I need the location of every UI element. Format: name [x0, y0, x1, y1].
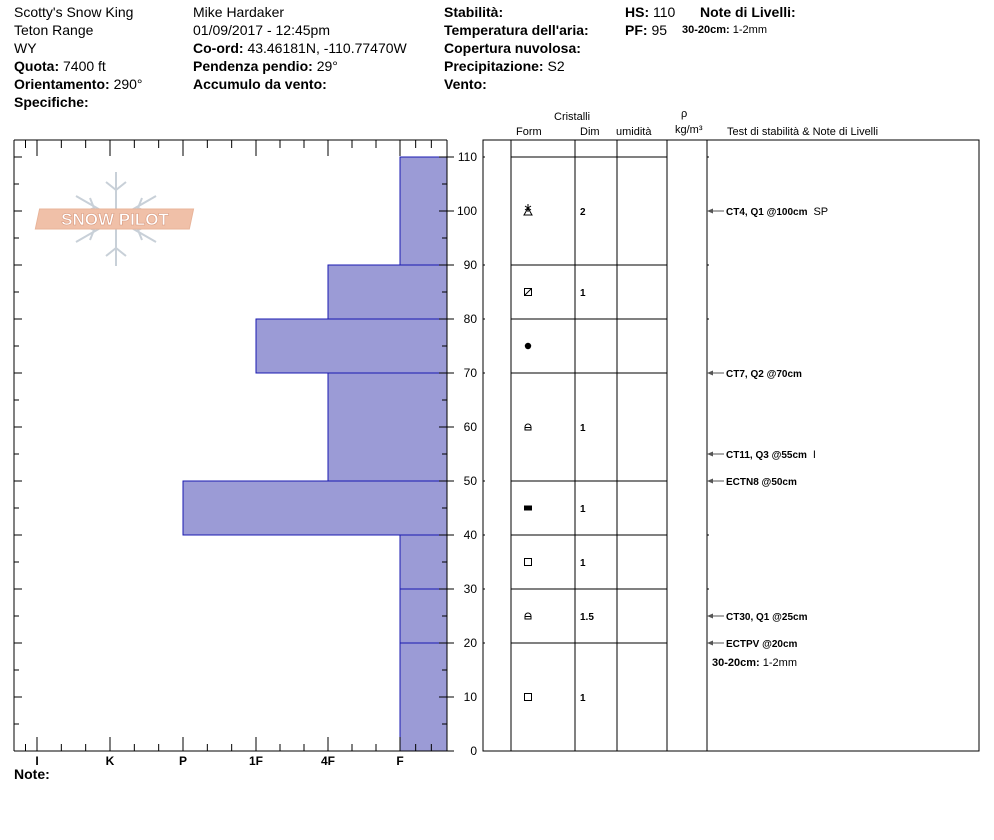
depth-tick-label: 70	[463, 366, 477, 380]
test-arrow-icon	[707, 614, 713, 619]
layer-note-range: 30-20cm:	[682, 24, 730, 36]
location-name: Scotty's Snow King	[14, 4, 134, 20]
hardness-tick-label: P	[178, 754, 188, 768]
depth-tick-label: 30	[463, 582, 477, 596]
ice-formation-icon	[524, 506, 532, 511]
depth-tick-label: 10	[463, 690, 477, 704]
depth-tick-label: 0	[470, 744, 477, 758]
test-arrow-icon	[707, 479, 713, 484]
air-temperature-label: Temperatura dell'aria:	[444, 22, 589, 38]
coordinates-value: 43.46181N, -110.77470W	[247, 40, 407, 56]
depth-tick-label: 80	[463, 312, 477, 326]
hardness-layer-bar	[400, 535, 447, 589]
grain-size-label: 1	[580, 423, 586, 434]
depth-tick-label: 90	[463, 258, 477, 272]
faceted-rounded-icon	[525, 613, 531, 619]
pf-label: PF:	[625, 22, 648, 38]
layer-note-text: 1-2mm	[732, 24, 767, 36]
test-arrow-icon	[707, 641, 713, 646]
slope-value: 29°	[316, 58, 338, 74]
observer-name: Mike Hardaker	[193, 4, 285, 20]
stability-test-label: CT11, Q3 @55cm	[726, 450, 807, 461]
precipitation-particle-icon	[524, 204, 532, 215]
logo-text: SNOW PILOT	[61, 210, 169, 229]
grain-size-label: 1	[580, 558, 586, 569]
hardness-tick-label: 4F	[320, 754, 336, 768]
pf-value: 95	[651, 22, 668, 38]
slope-label: Pendenza pendio:	[193, 58, 313, 74]
coordinates-label: Co-ord:	[193, 40, 244, 56]
depth-tick-label: 20	[463, 636, 477, 650]
precipitation-value: S2	[547, 58, 565, 74]
grain-size-label: 2	[580, 207, 586, 218]
profile-table-frame	[483, 140, 979, 751]
wind-label: Vento:	[444, 76, 487, 92]
hs-value: 110	[653, 4, 676, 20]
aspect-value: 290°	[113, 76, 143, 92]
stability-test-label: ECTPV @20cm	[726, 639, 798, 650]
precipitation-label: Precipitazione:	[444, 58, 544, 74]
hardness-layer-bar	[328, 373, 447, 481]
stability-test-extra: SP	[813, 206, 829, 218]
snowpilot-logo	[35, 172, 193, 266]
stability-test-label: CT30, Q1 @25cm	[726, 612, 808, 623]
hardness-layer-bar	[400, 589, 447, 643]
sky-cover-label: Copertura nuvolosa:	[444, 40, 581, 56]
hardness-layer-bar	[328, 265, 447, 319]
moisture-header: umidità	[616, 126, 652, 138]
depth-tick-label: 110	[457, 150, 477, 164]
faceted-crystals-icon	[525, 694, 532, 701]
rounded-grains-icon	[525, 343, 531, 349]
depth-tick-label: 100	[456, 204, 477, 218]
test-arrow-icon	[707, 371, 713, 376]
faceted-crystals-icon	[525, 559, 532, 566]
test-arrow-icon	[707, 452, 713, 457]
stability-test-label: CT4, Q1 @100cm	[726, 207, 808, 218]
state: WY	[14, 40, 37, 56]
hardness-layer-bar	[183, 481, 447, 535]
aspect-label: Orientamento:	[14, 76, 110, 92]
density-unit-header: kg/m³	[675, 124, 703, 136]
stability-test-label: CT7, Q2 @70cm	[726, 369, 802, 380]
layer-notes-label: Note di Livelli:	[700, 4, 796, 20]
stability-label: Stabilità:	[444, 4, 504, 20]
grain-size-label: 1	[580, 504, 586, 515]
layer-note-inline-range: 30-20cm:	[712, 657, 760, 669]
depth-tick-label: 50	[463, 474, 477, 488]
grain-size-label: 1	[580, 288, 586, 299]
tests-header: Test di stabilità & Note di Livelli	[727, 126, 879, 138]
hardness-tick-label: F	[396, 754, 404, 768]
hardness-tick-label: K	[105, 754, 115, 768]
crystals-header: Cristalli	[554, 111, 591, 123]
notes-label: Note:	[14, 766, 50, 782]
elevation-value: 7400 ft	[63, 58, 106, 74]
grain-size-label: 1	[580, 693, 586, 704]
stability-test-extra: I	[812, 449, 816, 461]
grain-size-label: 1.5	[580, 612, 594, 623]
specifics-label: Specifiche:	[14, 94, 89, 110]
decomposed-fragments-icon	[525, 289, 532, 296]
rho-header: ρ	[681, 108, 688, 120]
faceted-rounded-icon	[525, 424, 531, 430]
observation-datetime: 01/09/2017 - 12:45pm	[193, 22, 330, 38]
wind-loading-label: Accumulo da vento:	[193, 76, 327, 92]
form-header: Form	[516, 126, 542, 138]
elevation-label: Quota:	[14, 58, 60, 74]
mountain-range: Teton Range	[14, 22, 94, 38]
layer-note-inline-text: 1-2mm	[762, 657, 797, 669]
depth-tick-label: 60	[463, 420, 477, 434]
size-header: Dim	[580, 126, 600, 138]
stability-test-label: ECTN8 @50cm	[726, 477, 797, 488]
hardness-layer-bar	[256, 319, 447, 373]
depth-tick-label: 40	[463, 528, 477, 542]
hardness-tick-label: I	[35, 754, 39, 768]
hardness-tick-label: 1F	[248, 754, 264, 768]
hs-label: HS:	[625, 4, 650, 20]
test-arrow-icon	[707, 209, 713, 214]
